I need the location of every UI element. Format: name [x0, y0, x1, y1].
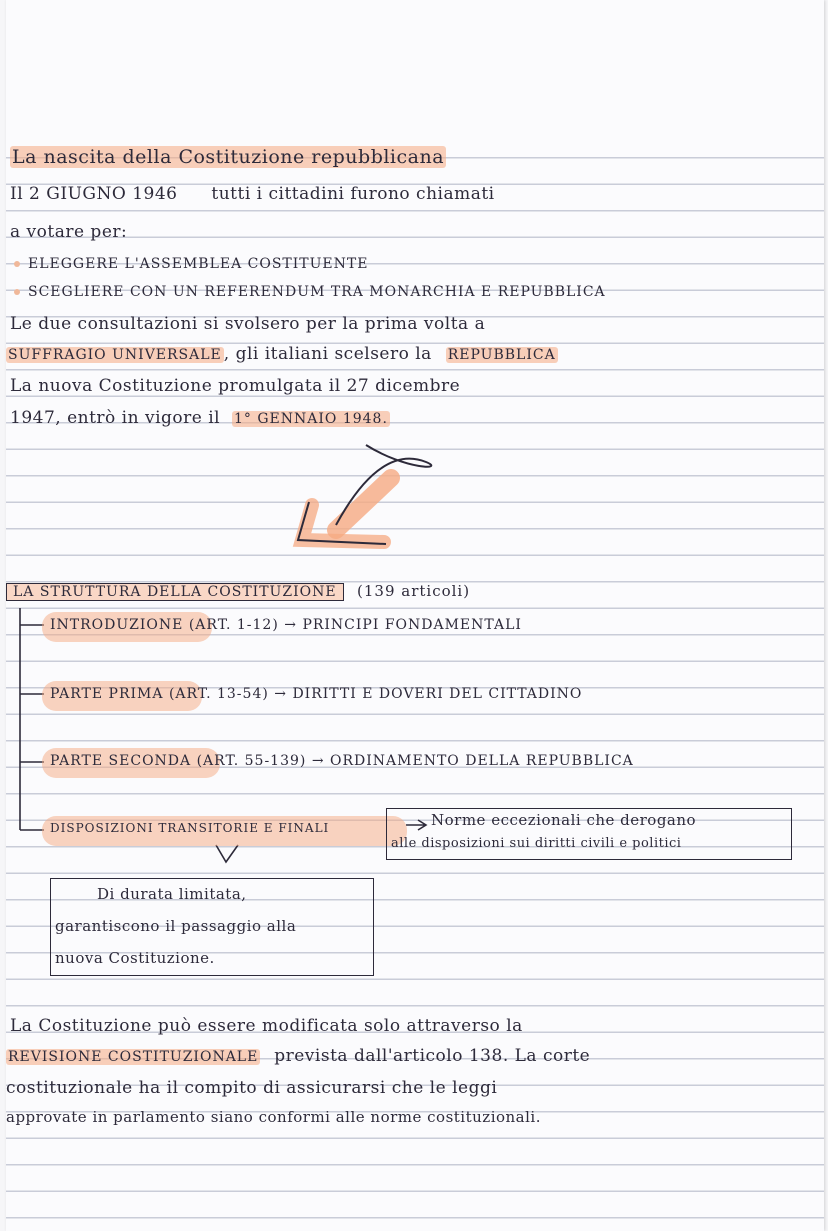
item-detail: (ART. 1-12): [188, 617, 279, 633]
note-left-line-3: nuova Costituzione.: [55, 949, 215, 967]
para2-line-1: La Costituzione può essere modificata solo attraverso la: [10, 1016, 523, 1036]
intro-rest: tutti i cittadini furono chiamati: [211, 184, 495, 204]
para2-text: prevista dall'articolo 138. La corte: [274, 1046, 591, 1066]
note-left-line-1: Di durata limitata,: [97, 885, 247, 903]
para2-line-3: costituzionale ha il compito di assicurarsi che le leggi: [6, 1078, 498, 1098]
structure-heading: [6, 582, 470, 600]
item-name: INTRODUZIONE: [50, 617, 184, 633]
item-name: PARTE PRIMA: [50, 686, 164, 702]
structure-item-1: [50, 617, 522, 633]
note-box-durata: [50, 878, 374, 976]
para2-line-4: approvate in parlamento siano conformi alle norme costituzionali.: [6, 1108, 541, 1126]
structure-item-4: [50, 821, 329, 835]
bullet-text: SCEGLIERE CON UN REFERENDUM TRA MONARCHIA E REPUBBLICA: [28, 284, 606, 300]
structure-item-2: [50, 686, 582, 702]
item-result: ORDINAMENTO DELLA REPUBBLICA: [330, 753, 634, 769]
item-name: PARTE SECONDA: [50, 753, 192, 769]
para1-line-3: La nuova Costituzione promulgata il 27 dicembre: [10, 376, 461, 396]
arrow-right-icon: →: [284, 617, 297, 633]
suffragio-highlight: SUFFRAGIO UNIVERSALE: [8, 347, 222, 363]
note-right-line-1: Norme eccezionali che derogano: [431, 811, 697, 829]
structure-heading-box: LA STRUTTURA DELLA COSTITUZIONE: [6, 583, 344, 601]
intro-date: Il 2 GIUGNO 1946: [10, 184, 178, 204]
item-name: DISPOSIZIONI TRANSITORIE E FINALI: [50, 821, 330, 835]
title-text: La nascita della Costituzione repubblicana: [12, 146, 445, 168]
arrow-right-icon: →: [311, 753, 325, 769]
para2-line-2: [6, 1046, 590, 1066]
notebook-page: [6, 0, 824, 1231]
intro-line-2: a votare per:: [10, 222, 128, 242]
note-right-line-2: alle disposizioni sui diritti civili e politici: [391, 836, 682, 851]
note-left-line-2: garantiscono il passaggio alla: [55, 917, 297, 935]
item-result: PRINCIPI FONDAMENTALI: [302, 617, 522, 633]
para1-text: , gli italiani scelsero la: [223, 344, 432, 364]
repubblica-highlight: REPUBBLICA: [447, 347, 556, 363]
structure-item-3: [50, 753, 634, 769]
bullet-text: ELEGGERE L'ASSEMBLEA COSTITUENTE: [28, 256, 369, 272]
item-detail: (ART. 55-139): [196, 753, 307, 769]
note-box-norme: [386, 808, 792, 860]
para1-line-1: Le due consultazioni si svolsero per la prima volta a: [10, 314, 486, 334]
date-highlight: 1° GENNAIO 1948.: [234, 411, 388, 427]
revisione-highlight: REVISIONE COSTITUZIONALE: [8, 1049, 259, 1065]
arrow-right-icon: →: [274, 686, 287, 702]
articles-count: (139 articoli): [357, 582, 471, 600]
item-result: DIRITTI E DOVERI DEL CITTADINO: [292, 686, 583, 702]
item-detail: (ART. 13-54): [168, 686, 269, 702]
para1-text: 1947, entrò in vigore il: [10, 408, 221, 428]
